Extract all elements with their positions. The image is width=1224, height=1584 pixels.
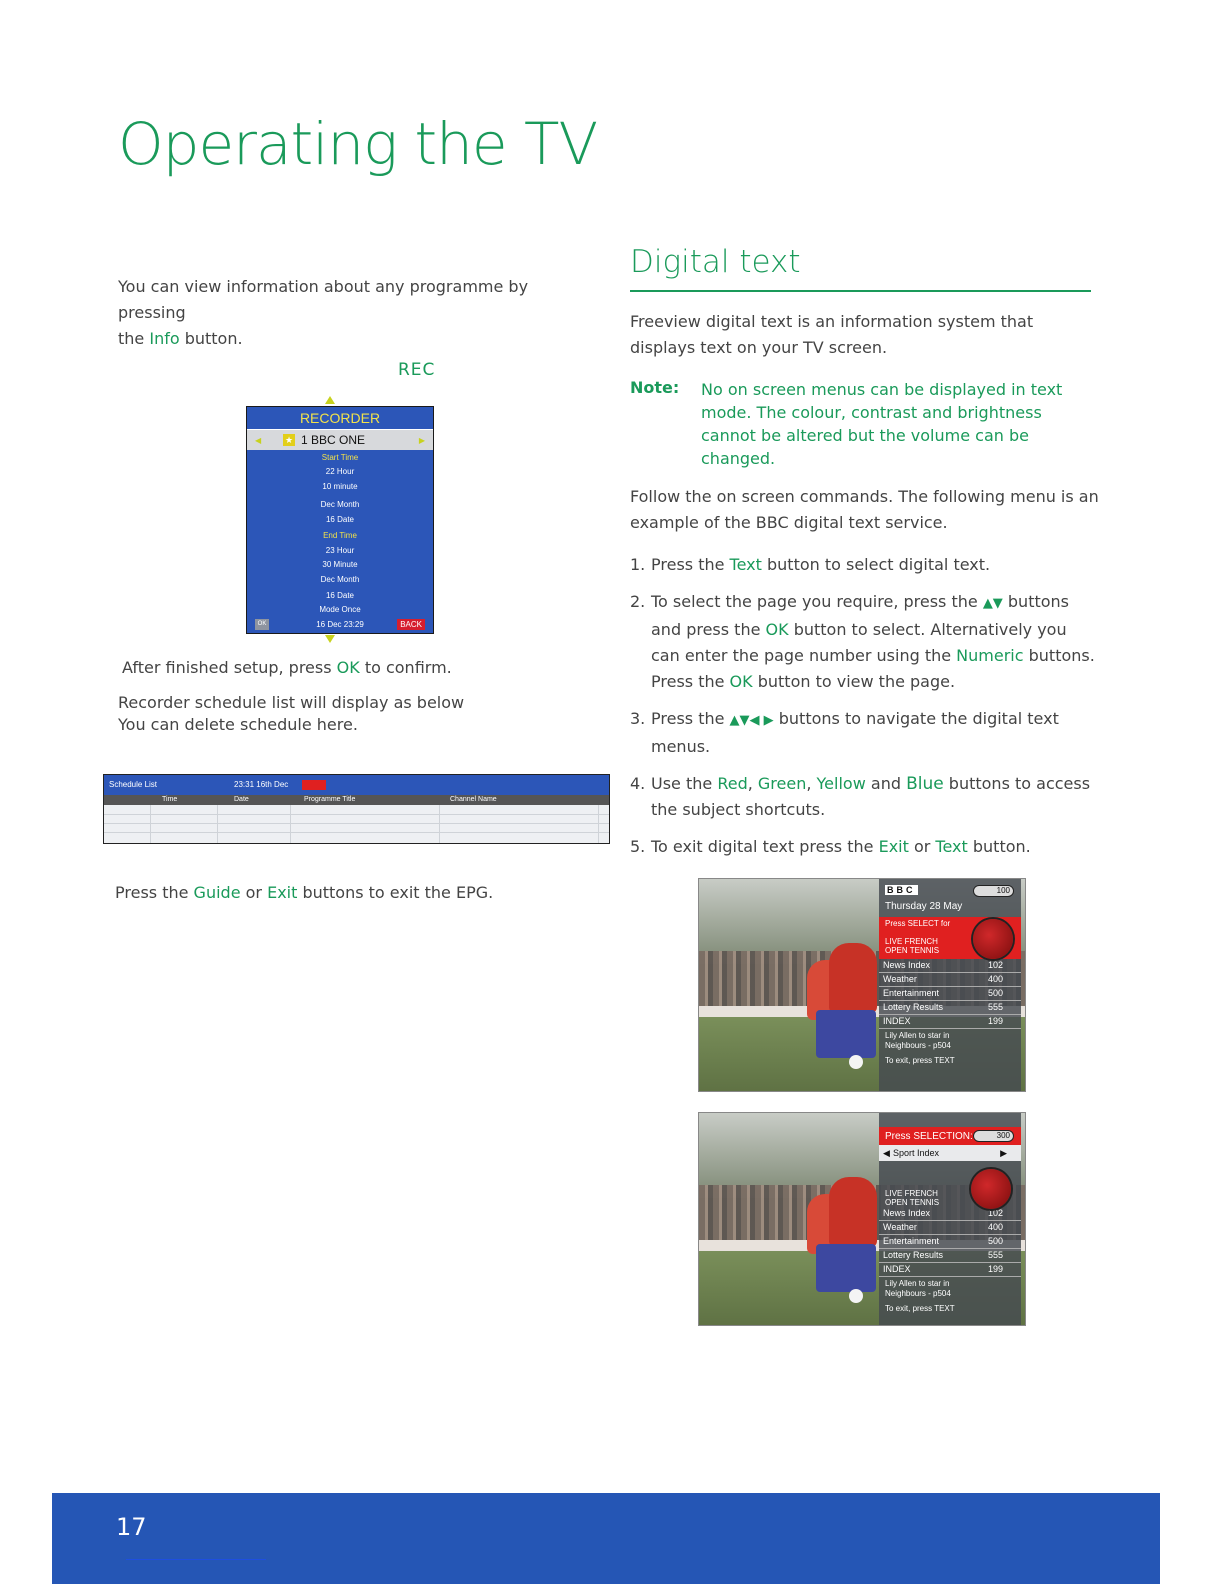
index-item-label: INDEX — [883, 1016, 911, 1026]
right-arrow-icon: ▶ — [418, 435, 425, 445]
exit-button-label: Exit — [267, 883, 298, 902]
step-text: Press the — [651, 555, 730, 574]
step-number: 3. — [630, 709, 646, 728]
step-text: buttons. Press the — [651, 646, 1095, 691]
step-text: buttons to navigate the digital text menus. — [651, 709, 1059, 756]
exit-label: Exit — [878, 837, 909, 856]
story-line-1: Lily Allen to star in — [885, 1279, 950, 1288]
after-setup-a: After finished setup, press — [122, 658, 337, 677]
rec-label: REC — [398, 360, 436, 380]
bbc-text-screenshot-1 — [698, 878, 1026, 1092]
column-time: Time — [162, 796, 178, 803]
column-programme-title: Programme Title — [304, 796, 356, 803]
guide-button-label: Guide — [193, 883, 241, 902]
page-number: 100 — [973, 885, 1014, 897]
index-item-page: 500 — [987, 988, 1003, 998]
index-item-label: Lottery Results — [883, 1250, 944, 1260]
step-text: or — [908, 837, 936, 856]
text-label: Text — [935, 837, 968, 856]
step-text: buttons to access the subject shortcuts. — [651, 774, 1091, 819]
index-item[interactable] — [879, 1263, 1021, 1277]
index-item[interactable] — [879, 1207, 1021, 1221]
step-text: buttons and press the — [651, 592, 1070, 639]
schedule-list — [103, 774, 610, 844]
step-text: , — [747, 774, 758, 793]
exit-hint: To exit, press TEXT — [885, 1056, 955, 1065]
step-text: button. — [967, 837, 1031, 856]
index-item[interactable] — [879, 1249, 1021, 1263]
index-item[interactable] — [879, 1221, 1021, 1235]
up-down-arrows-icon: ▲▼ — [982, 596, 1003, 611]
player-figure — [816, 1244, 876, 1292]
green-label: Green — [757, 774, 807, 793]
recorder-field[interactable]: Dec Month — [320, 575, 360, 584]
after-setup-text — [122, 658, 452, 677]
recorder-channel: 1 BBC ONE — [301, 433, 366, 447]
index-item-page: 199 — [987, 1264, 1003, 1274]
index-item-page: 400 — [987, 974, 1003, 984]
index-item[interactable] — [879, 1015, 1021, 1029]
up-arrow-icon — [325, 396, 335, 404]
down-arrow-icon — [325, 635, 335, 643]
column-divider — [150, 805, 151, 843]
player-figure — [829, 943, 877, 1013]
blue-label: Blue — [906, 774, 944, 794]
note-text: No on screen menus can be displayed in text mode. The colour, contrast and brightness cannot be altered but the volume can be changed. — [701, 380, 1063, 468]
index-item-page: 500 — [987, 1236, 1003, 1246]
schedule-header — [104, 775, 609, 795]
recorder-field[interactable]: Start Time — [321, 453, 359, 462]
story-line-2: Neighbours - p504 — [885, 1041, 951, 1050]
index-item-label: Entertainment — [883, 1236, 940, 1246]
schedule-row[interactable] — [104, 814, 609, 815]
schedule-row[interactable] — [104, 823, 609, 824]
step-number: 5. — [630, 837, 646, 856]
guide-a: Press the — [115, 883, 194, 902]
digital-text-intro: Freeview digital text is an information system that displays text on your TV screen. — [630, 312, 1034, 357]
player-figure — [829, 1177, 877, 1247]
info-button-label: Info — [149, 329, 180, 348]
digital-text-heading: Digital text — [630, 244, 801, 280]
schedule-time: 23:31 16th Dec — [234, 780, 289, 789]
index-item-label: News Index — [883, 1208, 931, 1218]
index-item-page: 199 — [987, 1016, 1003, 1026]
recorder-field[interactable]: Dec Month — [320, 500, 360, 509]
info-intro-text: the — [118, 329, 150, 348]
tennis-ball-icon — [971, 1169, 1011, 1209]
schedule-red-marker — [302, 780, 326, 790]
left-arrow-icon: ◀ — [255, 435, 262, 445]
step-number: 2. — [630, 592, 646, 611]
open-tennis: OPEN TENNIS — [885, 946, 940, 955]
index-item-label: INDEX — [883, 1264, 911, 1274]
page-footer — [52, 1493, 1160, 1584]
info-intro — [118, 274, 578, 352]
column-divider — [217, 805, 218, 843]
column-divider — [598, 805, 599, 843]
schedule-description — [118, 692, 464, 736]
story-line-1: Lily Allen to star in — [885, 1031, 950, 1040]
step-1 — [630, 552, 1100, 578]
bbc-text-panel — [879, 879, 1021, 1091]
index-item[interactable] — [879, 959, 1021, 973]
note-label: Note: — [630, 378, 680, 397]
schedule-columns — [104, 795, 609, 805]
footer-link-line — [126, 1559, 266, 1560]
info-intro-text-end: button. — [179, 329, 243, 348]
step-number: 1. — [630, 555, 646, 574]
recorder-field[interactable]: Mode Once — [319, 605, 361, 614]
bbc-story[interactable] — [879, 1031, 1021, 1051]
index-item-label: Lottery Results — [883, 1002, 944, 1012]
bbc-story[interactable] — [879, 1279, 1021, 1299]
step-text: Use the — [651, 774, 718, 793]
step-text: To select the page you require, press the — [651, 592, 983, 611]
football-icon — [849, 1055, 863, 1069]
index-item[interactable] — [879, 1235, 1021, 1249]
recorder-field[interactable]: 10 minute — [322, 482, 358, 491]
left-arrow-icon: ◀ — [883, 1148, 890, 1158]
recorder-header: RECORDER — [247, 407, 433, 430]
index-item[interactable] — [879, 1001, 1021, 1015]
index-item-page: 102 — [987, 960, 1003, 970]
ok-label: OK — [336, 658, 360, 677]
step-number: 4. — [630, 774, 646, 793]
press-selection-bar[interactable] — [879, 1127, 1021, 1145]
info-intro-line1: You can view information about any programme by pressing — [118, 277, 529, 322]
press-select: Press SELECT for — [885, 919, 951, 928]
recorder-field[interactable]: 30 Minute — [322, 560, 358, 569]
tennis-ball-icon — [973, 919, 1013, 959]
index-item-page: 400 — [987, 1222, 1003, 1232]
step-5 — [630, 834, 1100, 860]
recorder-channel-row[interactable] — [247, 430, 433, 450]
recorder-field[interactable]: End Time — [323, 531, 357, 540]
bbc-date: Thursday 28 May — [885, 901, 963, 912]
index-item-label: Weather — [883, 974, 917, 984]
direction-arrows-icon: ▲▼◀ ▶ — [729, 713, 774, 728]
step-text: , — [806, 774, 817, 793]
recorder-footer — [247, 619, 433, 631]
guide-c: or — [240, 883, 268, 902]
step-text: button to view the page. — [752, 672, 956, 691]
step-2 — [630, 589, 1100, 695]
step-text: and — [865, 774, 907, 793]
step-text: button to select. Alternatively you can enter the page number using the — [651, 620, 1067, 665]
index-item-label: News Index — [883, 960, 931, 970]
player-figure — [816, 1010, 876, 1058]
guide-exit-text — [115, 880, 493, 906]
featured-box[interactable] — [879, 917, 1021, 959]
bbc-text-screenshot-2 — [698, 1112, 1026, 1326]
red-label: Red — [717, 774, 748, 793]
step-3 — [630, 706, 1100, 760]
yellow-label: Yellow — [816, 774, 866, 793]
page-number: 300 — [973, 1130, 1014, 1142]
column-channel-name: Channel Name — [450, 796, 497, 803]
step-text: button to select digital text. — [761, 555, 991, 574]
live-french: LIVE FRENCH — [885, 937, 938, 946]
follow-text: Follow the on screen commands. The following menu is an example of the BBC digital text service. — [630, 487, 1099, 532]
index-item[interactable] — [879, 987, 1021, 1001]
guide-e: buttons to exit the EPG. — [297, 883, 494, 902]
schedule-line-2: You can delete schedule here. — [118, 715, 358, 734]
sport-index: Sport Index — [893, 1148, 940, 1158]
recorder-field[interactable]: 22 Hour — [325, 467, 355, 476]
press-selection: Press SELECTION: — [885, 1131, 973, 1142]
star-icon: ★ — [284, 435, 294, 445]
recorder-footer-time: 16 Dec 23:29 — [316, 620, 364, 629]
bbc-index-list — [879, 959, 1021, 1029]
schedule-line-1: Recorder schedule list will display as below — [118, 693, 465, 712]
column-divider — [290, 805, 291, 843]
story-line-2: Neighbours - p504 — [885, 1289, 951, 1298]
text-button-label: Text — [729, 555, 762, 574]
right-arrow-icon: ▶ — [1000, 1148, 1007, 1158]
index-item-label: Entertainment — [883, 988, 940, 998]
football-icon — [849, 1289, 863, 1303]
index-item-label: Weather — [883, 1222, 917, 1232]
bbc-header — [879, 879, 1021, 901]
digital-text-steps — [630, 552, 1100, 871]
index-item-page: 555 — [987, 1250, 1003, 1260]
step-text: To exit digital text press the — [651, 837, 879, 856]
heading-rule — [630, 290, 1091, 292]
sport-index-selector[interactable] — [879, 1145, 1021, 1161]
ok-label: OK — [765, 620, 789, 639]
recorder-field[interactable]: 16 Date — [325, 591, 355, 600]
step-4 — [630, 771, 1100, 823]
recorder-field[interactable]: 16 Date — [325, 515, 355, 524]
bbc-text-panel — [879, 1113, 1021, 1325]
exit-hint: To exit, press TEXT — [885, 1304, 955, 1313]
featured-box[interactable] — [879, 1161, 1021, 1207]
index-item-page: 102 — [987, 1208, 1003, 1218]
index-item[interactable] — [879, 973, 1021, 987]
open-tennis: OPEN TENNIS — [885, 1198, 940, 1207]
schedule-row[interactable] — [104, 832, 609, 833]
recorder-field[interactable]: 23 Hour — [325, 546, 355, 555]
step-text: Press the — [651, 709, 730, 728]
back-button[interactable]: BACK — [397, 619, 425, 630]
live-french: LIVE FRENCH — [885, 1189, 938, 1198]
bbc-index-list — [879, 1207, 1021, 1277]
schedule-title: Schedule List — [109, 780, 158, 789]
column-date: Date — [234, 796, 249, 803]
page-title: Operating the TV — [118, 110, 598, 178]
ok-button[interactable]: OK — [255, 619, 269, 630]
column-divider — [439, 805, 440, 843]
numeric-label: Numeric — [956, 646, 1024, 665]
recorder-menu — [246, 406, 434, 634]
bbc-logo: BBC — [887, 885, 916, 895]
after-setup-b: to confirm. — [359, 658, 452, 677]
ok-label: OK — [729, 672, 753, 691]
page-number: 17 — [116, 1513, 147, 1541]
index-item-page: 555 — [987, 1002, 1003, 1012]
